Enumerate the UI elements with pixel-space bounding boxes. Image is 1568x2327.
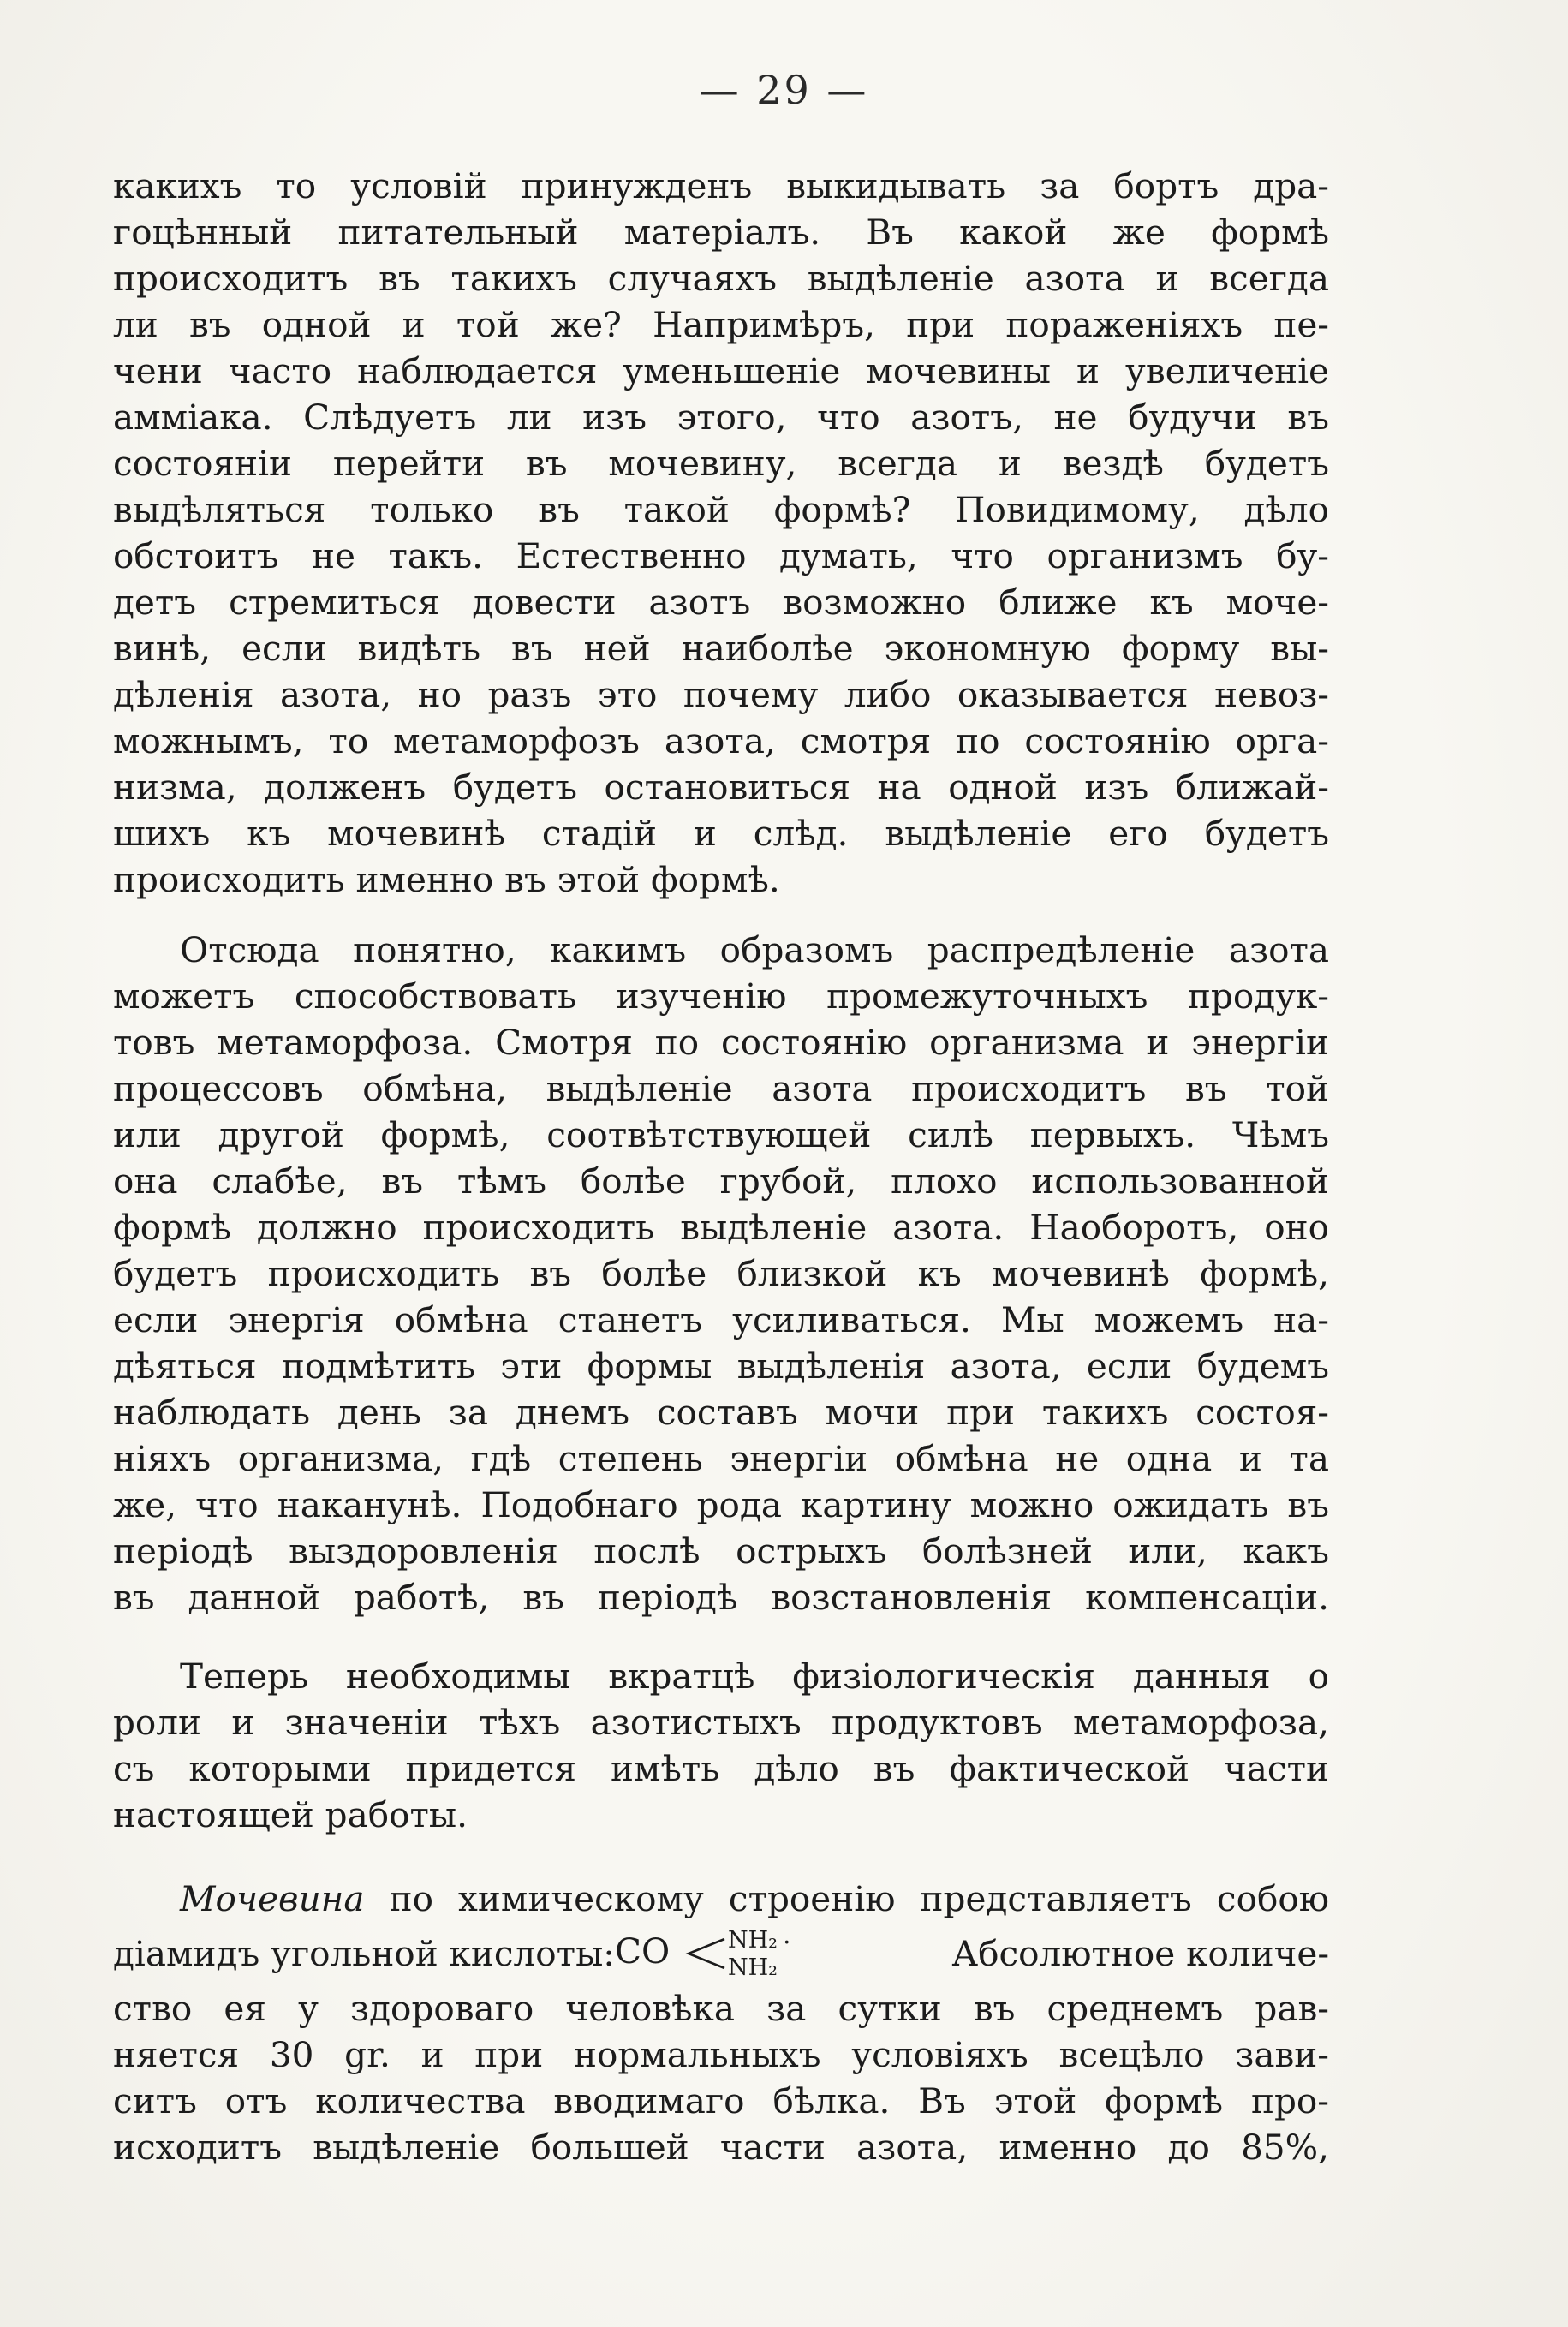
text-line: амміака. Слѣдуетъ ли изъ этого, что азотъ, не будучи въ (113, 397, 1329, 438)
text-line: или другой формѣ, соотвѣтствующей силѣ первыхъ. Чѣмъ (113, 1114, 1329, 1155)
text-line: роли и значеніи тѣхъ азотистыхъ продуктовъ метаморфоза, (113, 1702, 1329, 1743)
text-line: ніяхъ организма, гдѣ степень энергіи обмѣна не одна и та (113, 1438, 1329, 1479)
text-line: ство ея у здороваго человѣка за сутки въ среднемъ рав- (113, 1988, 1329, 2029)
formula-nh2-bottom: NH₂ (727, 1954, 778, 1981)
formula-line (113, 1922, 1329, 1985)
text-line: она слабѣе, въ тѣмъ болѣе грубой, плохо использованной (113, 1161, 1329, 1202)
urea-formula-graphic (615, 1922, 829, 1985)
text-line: настоящей работы. (113, 1794, 468, 1835)
text-line (113, 1876, 1329, 1922)
text-line: исходитъ выдѣленіе большей части азота, именно до 85%, (113, 2127, 1329, 2168)
text-line: состояніи перейти въ мочевину, всегда и вездѣ будетъ (113, 443, 1329, 484)
text-line: Отсюда понятно, какимъ образомъ распредѣленіе азота (180, 929, 1329, 970)
text-line: процессовъ обмѣна, выдѣленіе азота происходитъ въ той (113, 1068, 1329, 1109)
text-line: детъ стремиться довести азотъ возможно ближе къ моче- (113, 582, 1329, 623)
text-line: ли въ одной и той же? Напримѣръ, при пораженіяхъ пе- (113, 304, 1329, 345)
text-line: винѣ, если видѣть въ ней наиболѣе экономную форму вы- (113, 628, 1329, 669)
urea-formula (615, 1922, 829, 1985)
formula-bond-lines (689, 1939, 724, 1968)
text-line: съ которыми придется имѣть дѣло въ фактической части (113, 1748, 1329, 1789)
text-line: можетъ способствовать изученію промежуточныхъ продук- (113, 976, 1329, 1017)
text-segment: по химическому строенію представляетъ собою (364, 1878, 1329, 1919)
page-number: — 29 — (699, 67, 869, 113)
formula-dot: · (782, 1928, 791, 1958)
text-segment: Абсолютное количе- (951, 1933, 1329, 1974)
text-line: происходитъ въ такихъ случаяхъ выдѣленіе азота и всегда (113, 258, 1329, 299)
text-line: шихъ къ мочевинѣ стадій и слѣд. выдѣленіе его будетъ (113, 813, 1329, 854)
text-line: Теперь необходимы вкратцѣ физіологическія данныя о (180, 1656, 1329, 1697)
text-line: обстоитъ не такъ. Естественно думать, что организмъ бу- (113, 535, 1329, 576)
term-urea: Мочевина (180, 1878, 365, 1919)
text-line: можнымъ, то метаморфозъ азота, смотря по состоянію орга- (113, 720, 1329, 761)
formula-nh2-top: NH₂ (727, 1927, 778, 1954)
text-line: няется 30 gr. и при нормальныхъ условіяхъ всецѣло зави- (113, 2034, 1329, 2075)
text-line: если энергія обмѣна станетъ усиливаться. Мы можемъ на- (113, 1299, 1329, 1340)
text-line: низма, долженъ будетъ остановиться на одной изъ ближай- (113, 767, 1329, 808)
paragraph-1 (113, 163, 1329, 903)
text-line: будетъ происходить въ болѣе близкой къ мочевинѣ формѣ, (113, 1253, 1329, 1294)
text-line: формѣ должно происходить выдѣленіе азота. Наоборотъ, оно (113, 1207, 1329, 1248)
text-line: какихъ то условій принужденъ выкидывать за бортъ дра- (113, 165, 1329, 206)
text-line: ситъ отъ количества вводимаго бѣлка. Въ этой формѣ про- (113, 2080, 1329, 2121)
text-line: дѣяться подмѣтить эти формы выдѣленія азота, если будемъ (113, 1345, 1329, 1387)
formula-co: CO (614, 1930, 671, 1972)
paragraph-4 (113, 1876, 1329, 2170)
text-line: гоцѣнный питательный матеріалъ. Въ какой же формѣ (113, 212, 1329, 253)
paragraph-2 (113, 927, 1329, 1620)
text-line: дѣленія азота, но разъ это почему либо оказывается невоз- (113, 674, 1329, 715)
text-line: же, что наканунѣ. Подобнаго рода картину можно ожидать въ (113, 1484, 1329, 1525)
text-line: чени часто наблюдается уменьшеніе мочевины и увеличеніе (113, 350, 1329, 391)
text-line: въ данной работѣ, въ періодѣ возстановленія компенсаціи. (113, 1577, 1329, 1618)
paragraph-3 (113, 1653, 1329, 1838)
text-line: товъ метаморфоза. Смотря по состоянію организма и энергіи (113, 1022, 1329, 1063)
text-line: наблюдать день за днемъ составъ мочи при такихъ состоя- (113, 1392, 1329, 1433)
text-line: періодѣ выздоровленія послѣ острыхъ болѣзней или, какъ (113, 1530, 1329, 1572)
text-segment: діамидъ угольной кислоты: (113, 1933, 615, 1974)
text-line: происходить именно въ этой формѣ. (113, 859, 780, 900)
text-line: выдѣляться только въ такой формѣ? Повидимому, дѣло (113, 489, 1329, 530)
